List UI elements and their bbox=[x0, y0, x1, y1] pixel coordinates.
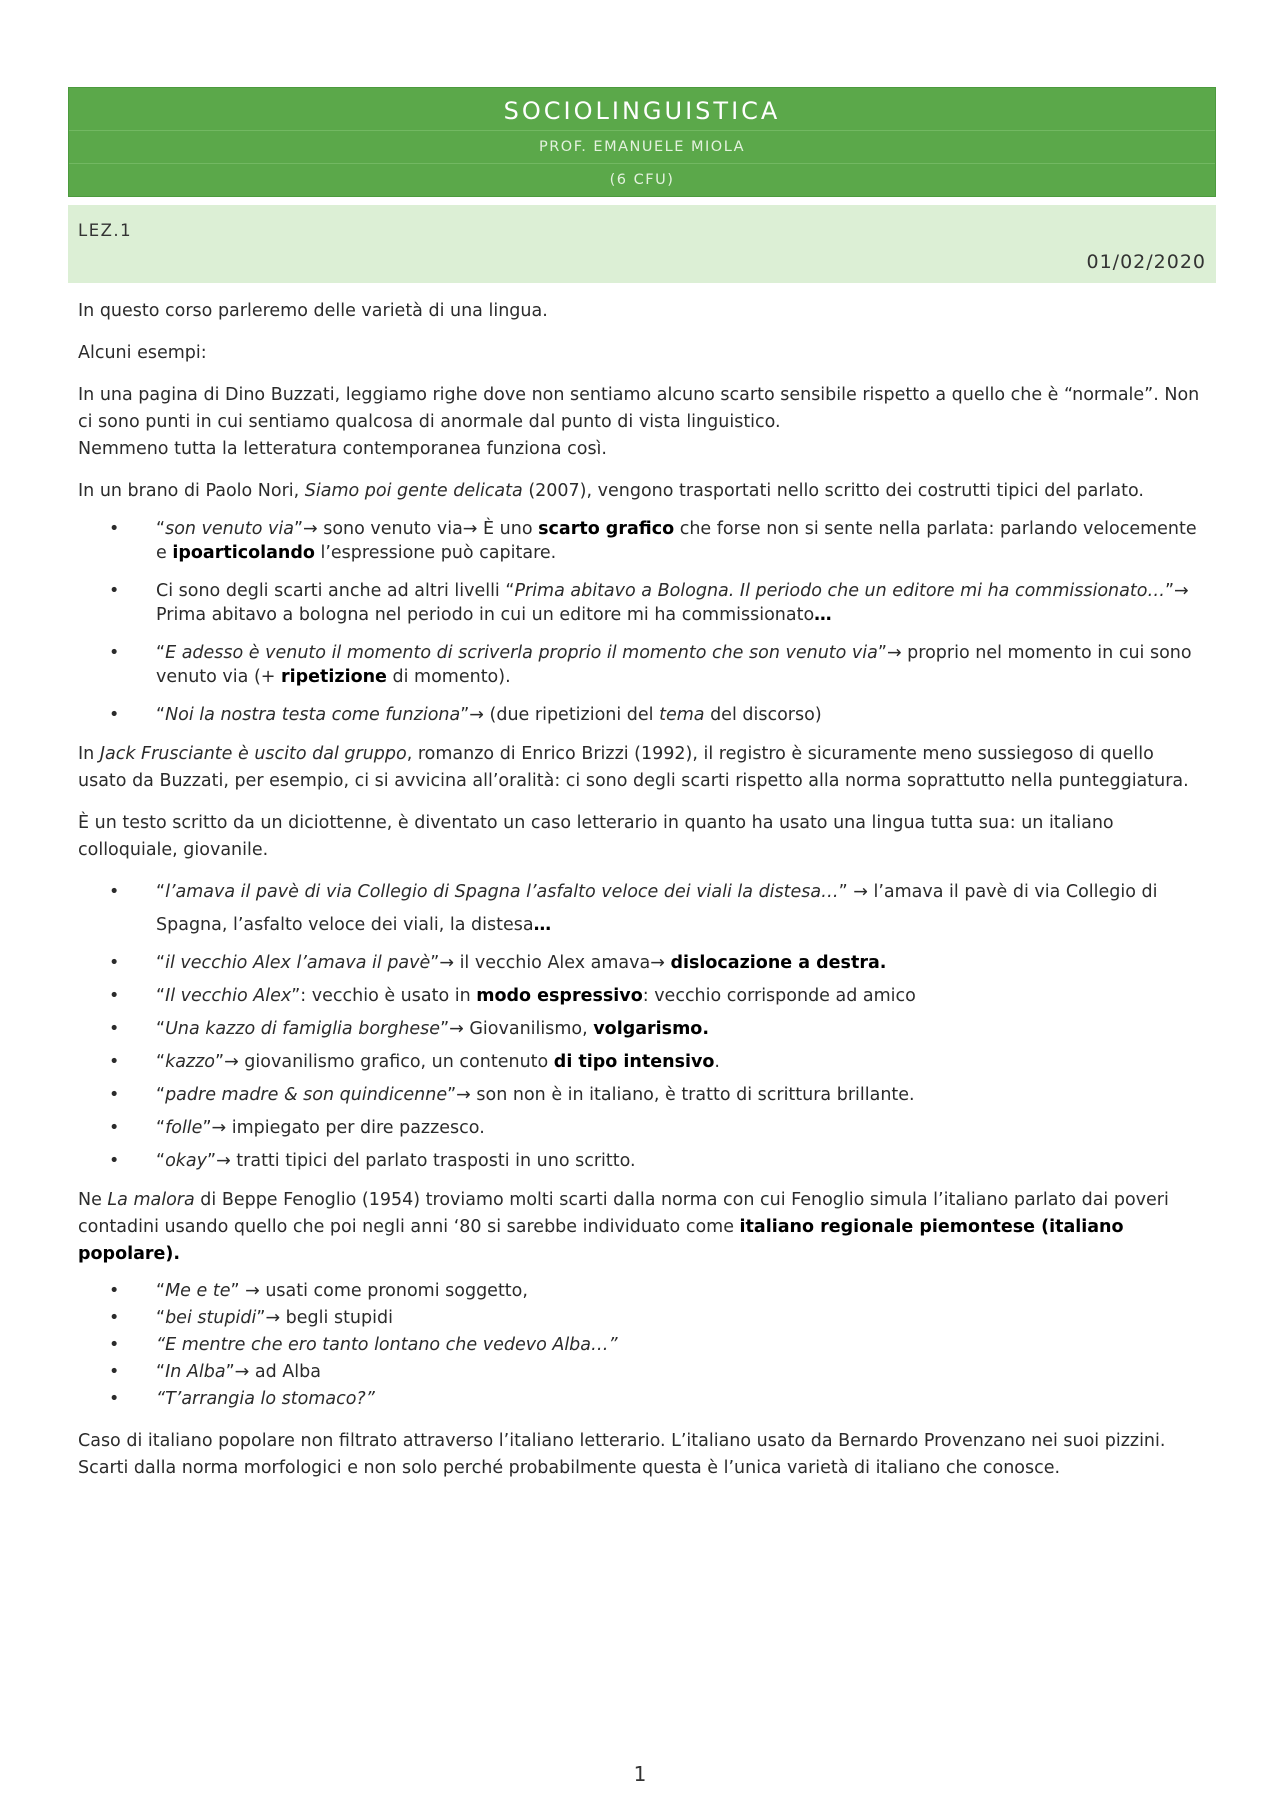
list-item: • “E adesso è venuto il momento di scriverla proprio il momento che son venuto via”→ proprio nel momento in cui sono venuto via (+ ripetizione di momento). bbox=[109, 643, 1192, 687]
course-credits: (6 CFU) bbox=[69, 163, 1215, 196]
list-item: • “Una kazzo di famiglia borghese”→ Giovanilismo, volgarismo. bbox=[109, 1019, 709, 1039]
list-item: • “folle”→ impiegato per dire pazzesco. bbox=[109, 1118, 485, 1138]
bullet-icon: • bbox=[109, 953, 120, 973]
bullet-icon: • bbox=[109, 1085, 120, 1105]
bullet-icon: • bbox=[109, 1151, 120, 1171]
example-list-nori bbox=[78, 517, 1206, 727]
paragraph: Ne La malora di Beppe Fenoglio (1954) troviamo molti scarti dalla norma con cui Fenoglio simula l’italiano parlato dai poveri contadini usando quello che poi negli anni ‘80 si sarebbe individuato come italiano regionale piemontese (italiano popolare). bbox=[78, 1190, 1169, 1264]
list-item: • “kazzo”→ giovanilismo grafico, un contenuto di tipo intensivo. bbox=[109, 1052, 720, 1072]
paragraph: Caso di italiano popolare non filtrato attraverso l’italiano letterario. L’italiano usato da Bernardo Provenzano nei suoi pizzini. Scarti dalla norma morfologici e non solo perché probabilmente questa è l’unica varietà di italiano che conosce. bbox=[78, 1431, 1166, 1478]
document-page bbox=[68, 87, 1216, 1482]
lesson-header bbox=[68, 205, 1216, 283]
paragraph: In una pagina di Dino Buzzati, leggiamo righe dove non sentiamo alcuno scarto sensibile rispetto a quello che è “normale”. Non ci sono punti in cui sentiamo qualcosa di anormale dal punto di vista linguistico. Nemmeno tutta la letteratura contemporanea funziona così. bbox=[78, 385, 1200, 459]
title-banner bbox=[68, 87, 1216, 197]
bullet-icon: • bbox=[109, 1052, 120, 1072]
paragraph: In un brano di Paolo Nori, Siamo poi gente delicata (2007), vengono trasportati nello scritto dei costrutti tipici del parlato. bbox=[78, 481, 1144, 501]
list-item: • “Noi la nostra testa come funziona”→ (due ripetizioni del tema del discorso) bbox=[109, 705, 822, 725]
lesson-label: LEZ.1 bbox=[78, 221, 133, 240]
page-number: 1 bbox=[633, 1762, 647, 1786]
list-item: • “Me e te” → usati come pronomi soggetto, bbox=[78, 1278, 1206, 1305]
bullet-icon: • bbox=[109, 1281, 120, 1301]
course-title: SOCIOLINGUISTICA bbox=[503, 97, 781, 125]
bullet-icon: • bbox=[109, 1335, 120, 1355]
bullet-icon: • bbox=[109, 1118, 120, 1138]
professor-name: PROF. EMANUELE MIOLA bbox=[69, 130, 1215, 163]
example-list-fenoglio bbox=[78, 1278, 1206, 1413]
paragraph: In Jack Frusciante è uscito dal gruppo, romanzo di Enrico Brizzi (1992), il registro è sicuramente meno sussiegoso di quello usato da Buzzati, per esempio, ci si avvicina all’oralità: ci sono degli scarti rispetto alla norma soprattutto nella punteggiatura. bbox=[78, 744, 1189, 791]
list-item: • “E mentre che ero tanto lontano che vedevo Alba…” bbox=[78, 1332, 1206, 1359]
bullet-icon: • bbox=[109, 1362, 120, 1382]
list-item: • “Il vecchio Alex”: vecchio è usato in modo espressivo: vecchio corrisponde ad amico bbox=[109, 986, 916, 1006]
paragraph: In questo corso parleremo delle varietà di una lingua. bbox=[78, 301, 548, 321]
bullet-icon: • bbox=[109, 643, 120, 663]
paragraph: È un testo scritto da un diciottenne, è diventato un caso letterario in quanto ha usato una lingua tutta sua: un italiano colloquiale, giovanile. bbox=[78, 813, 1114, 860]
bullet-icon: • bbox=[109, 705, 120, 725]
list-item: • “In Alba”→ ad Alba bbox=[78, 1359, 1206, 1386]
list-item: • “T’arrangia lo stomaco?” bbox=[78, 1386, 1206, 1413]
list-item: • “l’amava il pavè di via Collegio di Spagna l’asfalto veloce dei viali la distesa…” → l’amava il pavè di via Collegio di Spagna, l’asfalto veloce dei viali, la distesa… bbox=[78, 876, 1206, 942]
bullet-icon: • bbox=[109, 1019, 120, 1039]
paragraph: Alcuni esempi: bbox=[78, 343, 207, 363]
bullet-icon: • bbox=[109, 986, 120, 1006]
list-item: • “son venuto via”→ sono venuto via→ È uno scarto grafico che forse non si sente nella parlata: parlando velocemente e ipoarticolando l’espressione può capitare. bbox=[109, 519, 1197, 563]
list-item: • Ci sono degli scarti anche ad altri livelli “Prima abitavo a Bologna. Il periodo che un editore mi ha commissionato…”→ Prima abitavo a bologna nel periodo in cui un editore mi ha commissionato… bbox=[109, 581, 1189, 625]
lesson-date: 01/02/2020 bbox=[1086, 251, 1206, 273]
example-list-brizzi bbox=[78, 876, 1206, 1173]
lesson-content bbox=[68, 298, 1216, 1482]
list-item: • “okay”→ tratti tipici del parlato trasposti in uno scritto. bbox=[109, 1151, 636, 1171]
bullet-icon: • bbox=[109, 1389, 120, 1409]
bullet-icon: • bbox=[109, 581, 120, 601]
list-item: • “il vecchio Alex l’amava il pavè”→ il vecchio Alex amava→ dislocazione a destra. bbox=[109, 953, 887, 973]
bullet-icon: • bbox=[109, 519, 120, 539]
bullet-icon: • bbox=[109, 1308, 120, 1328]
list-item: • “bei stupidi”→ begli stupidi bbox=[78, 1305, 1206, 1332]
bullet-icon: • bbox=[109, 882, 120, 902]
list-item: • “padre madre & son quindicenne”→ son non è in italiano, è tratto di scrittura brillante. bbox=[109, 1085, 915, 1105]
